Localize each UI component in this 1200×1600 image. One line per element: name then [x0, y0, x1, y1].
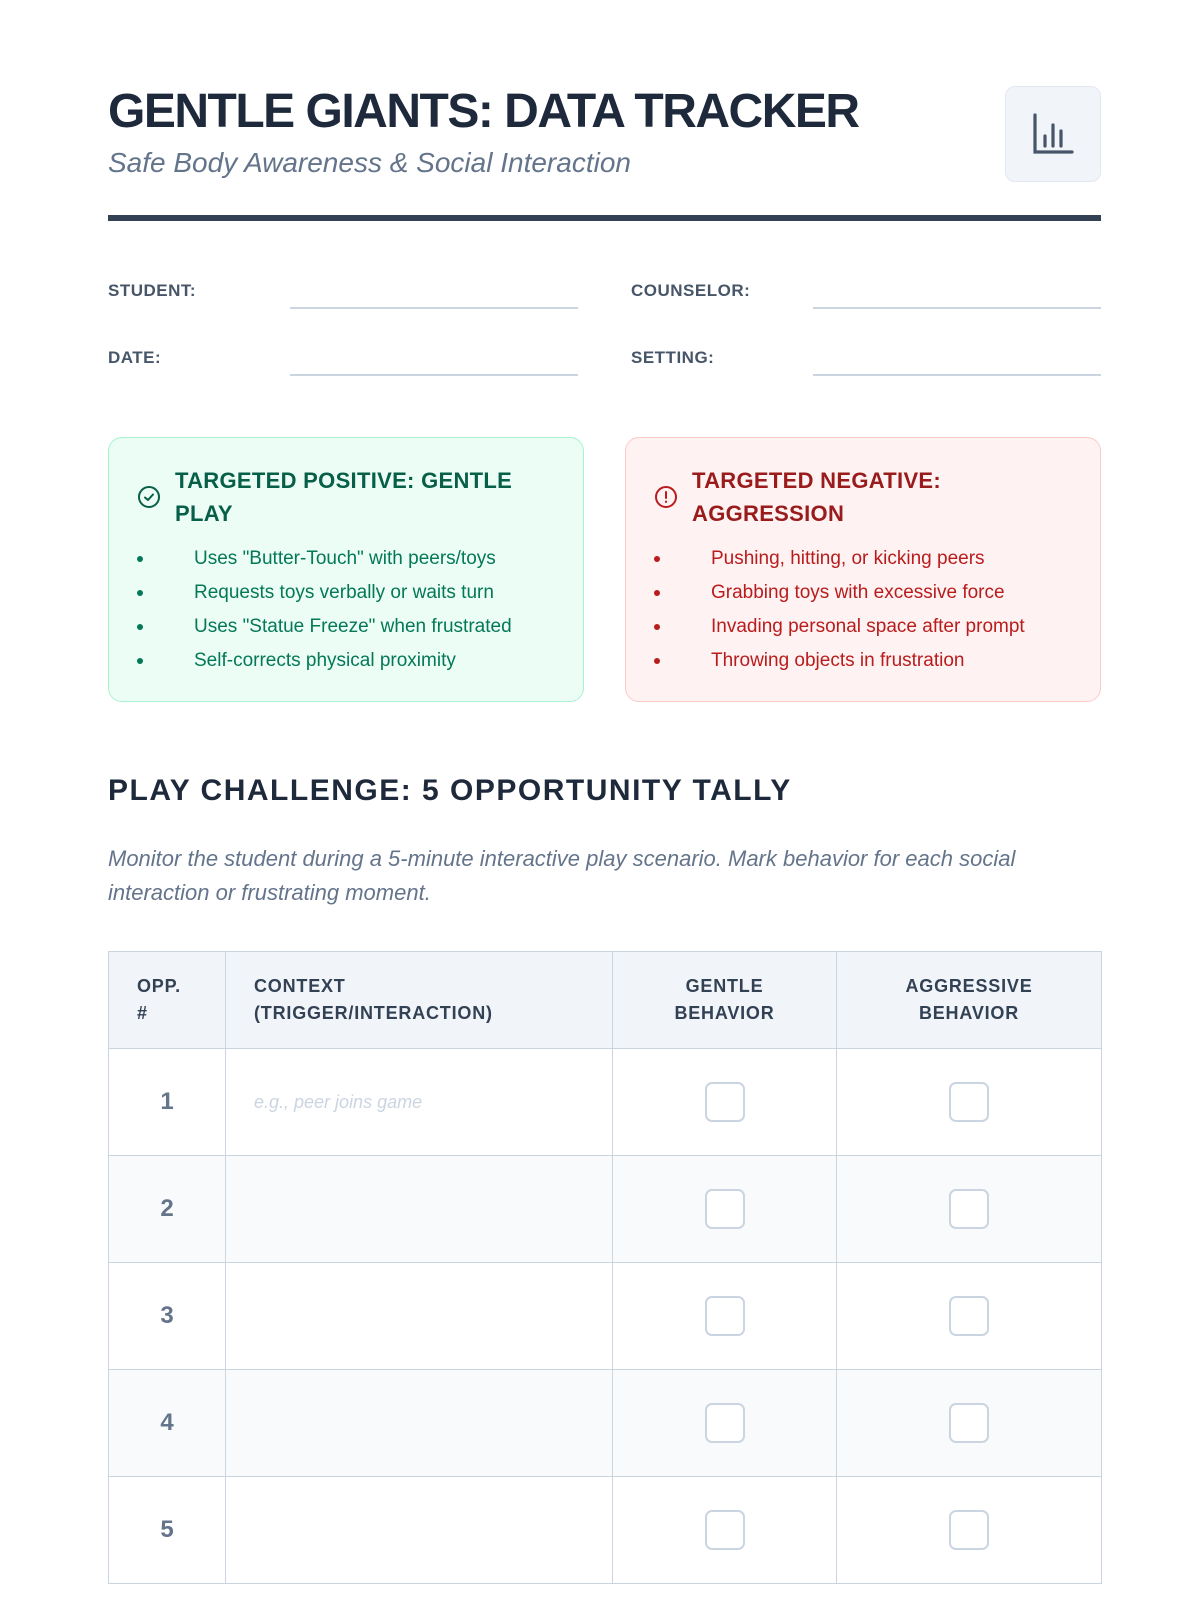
gentle-cell [613, 1156, 837, 1263]
opportunity-number: 2 [109, 1156, 226, 1263]
table-row [109, 1477, 1102, 1584]
alert-circle-icon [654, 485, 678, 509]
positive-target-header [137, 464, 557, 530]
aggressive-checkbox[interactable] [949, 1510, 989, 1550]
positive-behavior-list [137, 542, 557, 678]
counselor-label: COUNSELOR: [631, 281, 751, 300]
section-instructions: Monitor the student during a 5-minute interactive play scenario. Mark behavior for each social interaction or frustrating moment. [108, 846, 1016, 905]
aggressive-checkbox[interactable] [949, 1082, 989, 1122]
opp-column-header: OPP. # [109, 952, 226, 1049]
list-item: Requests toys verbally or waits turn [137, 576, 557, 610]
list-item: Throwing objects in frustration [654, 644, 1074, 678]
opportunity-number: 1 [109, 1049, 226, 1156]
gentle-checkbox[interactable] [705, 1082, 745, 1122]
page-subtitle: Safe Body Awareness & Social Interaction [108, 147, 631, 178]
page-title: GENTLE GIANTS: DATA TRACKER [108, 85, 859, 138]
student-input-line[interactable] [290, 307, 578, 309]
gentle-checkbox[interactable] [705, 1189, 745, 1229]
gentle-cell [613, 1477, 837, 1584]
list-item: Uses "Statue Freeze" when frustrated [137, 610, 557, 644]
aggressive-cell [837, 1049, 1102, 1156]
aggressive-checkbox[interactable] [949, 1403, 989, 1443]
gentle-cell [613, 1049, 837, 1156]
check-circle-icon [137, 485, 161, 509]
table-row [109, 1049, 1102, 1156]
header-divider [108, 215, 1101, 221]
opportunity-number: 4 [109, 1370, 226, 1477]
list-item: Invading personal space after prompt [654, 610, 1074, 644]
aggressive-checkbox[interactable] [949, 1296, 989, 1336]
negative-behavior-list [654, 542, 1074, 678]
bar-chart-icon [1030, 111, 1076, 157]
tally-table [108, 951, 1102, 1584]
student-label: STUDENT: [108, 281, 197, 300]
aggressive-checkbox[interactable] [949, 1189, 989, 1229]
gentle-checkbox[interactable] [705, 1296, 745, 1336]
positive-target-box [108, 437, 584, 702]
counselor-field [631, 280, 1101, 320]
setting-field [631, 347, 1101, 387]
context-cell[interactable] [226, 1156, 613, 1263]
gentle-cell [613, 1263, 837, 1370]
table-row [109, 1156, 1102, 1263]
date-field [108, 347, 578, 387]
list-item: Grabbing toys with excessive force [654, 576, 1074, 610]
aggressive-cell [837, 1263, 1102, 1370]
opportunity-number: 3 [109, 1263, 226, 1370]
student-field [108, 280, 578, 320]
context-cell[interactable] [226, 1263, 613, 1370]
context-cell[interactable]: e.g., peer joins game [226, 1049, 613, 1156]
setting-label: SETTING: [631, 348, 715, 367]
context-cell[interactable] [226, 1477, 613, 1584]
negative-target-box [625, 437, 1101, 702]
aggressive-column-header: AGGRESSIVE BEHAVIOR [837, 952, 1102, 1049]
section-title: PLAY CHALLENGE: 5 OPPORTUNITY TALLY [108, 774, 792, 807]
list-item: Pushing, hitting, or kicking peers [654, 542, 1074, 576]
header [108, 84, 1101, 184]
gentle-checkbox[interactable] [705, 1403, 745, 1443]
gentle-cell [613, 1370, 837, 1477]
aggressive-cell [837, 1477, 1102, 1584]
tracker-page [108, 0, 1101, 1600]
aggressive-cell [837, 1156, 1102, 1263]
table-row [109, 1263, 1102, 1370]
table-row [109, 1370, 1102, 1477]
context-cell[interactable] [226, 1370, 613, 1477]
chart-button[interactable] [1005, 86, 1101, 182]
gentle-column-header: GENTLE BEHAVIOR [613, 952, 837, 1049]
list-item: Self-corrects physical proximity [137, 644, 557, 678]
counselor-input-line[interactable] [813, 307, 1101, 309]
negative-target-header [654, 464, 1074, 530]
negative-target-title: TARGETED NEGATIVE: AGGRESSION [692, 468, 942, 526]
table-header-row [109, 952, 1102, 1049]
list-item: Uses "Butter-Touch" with peers/toys [137, 542, 557, 576]
setting-input-line[interactable] [813, 374, 1101, 376]
opportunity-number: 5 [109, 1477, 226, 1584]
gentle-checkbox[interactable] [705, 1510, 745, 1550]
positive-target-title: TARGETED POSITIVE: GENTLE PLAY [175, 468, 513, 526]
context-column-header: CONTEXT (TRIGGER/INTERACTION) [226, 952, 613, 1049]
date-input-line[interactable] [290, 374, 578, 376]
aggressive-cell [837, 1370, 1102, 1477]
date-label: DATE: [108, 348, 162, 367]
